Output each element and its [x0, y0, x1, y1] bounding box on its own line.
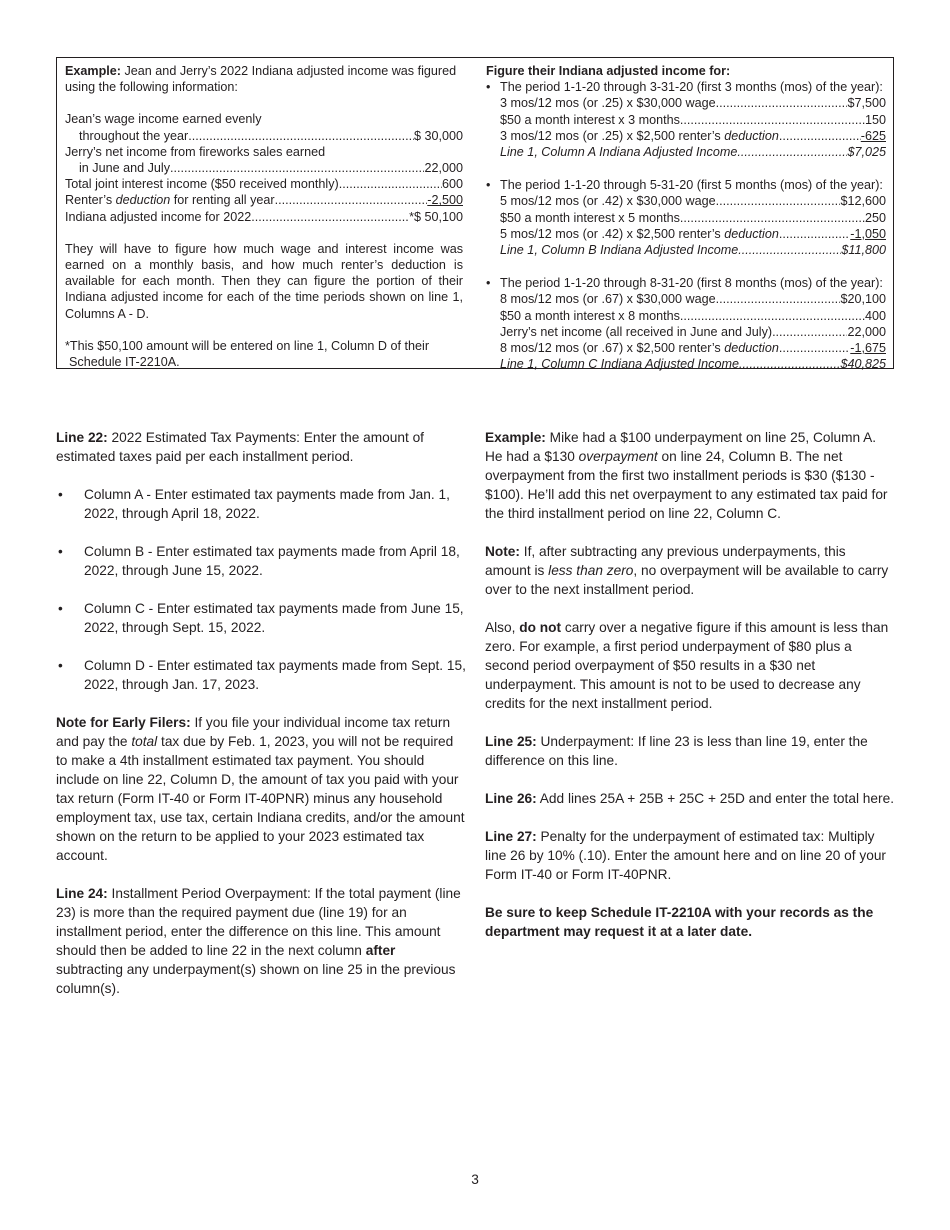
figure-heading: Figure their Indiana adjusted income for:	[486, 64, 731, 78]
early-filers-paragraph: Note for Early Filers: If you file your individual income tax return and pay the total tax due by Feb. 1, 2023, you will not be required to make a 4th installment estimated tax payment. You should include on line 22, Column D, the amount of tax you paid with your tax return (Form IT-40 or Form IT-40PNR) minus any household employment tax, use tax, certain Indiana credits, and/or the amount shown on the return to be applied to your 2023 estimated tax account.	[56, 715, 465, 863]
note-paragraph: Note: If, after subtracting any previous underpayments, this amount is less than zero, no overpayment will be available to carry over to the next installment period.	[485, 544, 889, 597]
bullet: •	[486, 276, 491, 291]
example-box	[56, 57, 894, 372]
total-row: Indiana adjusted income for 2022 ..... *$ 50,100	[65, 209, 463, 225]
instructions-right-column	[485, 428, 895, 960]
line24-paragraph: Line 24: Installment Period Overpayment: If the total payment (line 23) is more than the required payment due (line 19) for an installment period, enter the difference on this line. This amount should then be added to line 22 in the next column after subtracting any underpayment(s) shown on line 25 in the previous column(s).	[56, 886, 461, 996]
renter-row: Renter’s deduction for renting all year ..... -2,500	[65, 192, 463, 208]
mike-example-paragraph: Example: Mike had a $100 underpayment on line 25, Column A. He had a $130 overpayment on line 24, Column B. The net overpayment from the first two installment periods is $30 ($130 - $100). He’ll add this net overpayment to any estimated tax paid for the third installment period on line 22, Column C.	[485, 430, 888, 521]
also-paragraph: Also, do not carry over a negative figure if this amount is less than zero. For example, a first period underpayment of $80 plus a second period overpayment of $50 results in a $30 net underpayment. This amount is not to be used to decrease any credits for the next installment period.	[485, 620, 889, 711]
bullet: •	[58, 544, 63, 559]
wage-row: throughout the year ..... $ 30,000	[65, 128, 463, 144]
line25-paragraph: Line 25: Underpayment: If line 23 is less than line 19, enter the difference on this line.	[485, 734, 868, 768]
interest-row: Total joint interest income ($50 received monthly) ..... 600	[65, 176, 463, 192]
footnote-line2: Schedule IT-2210A.	[69, 355, 180, 370]
period-a: • The period 1-1-20 through 3-31-20 (first 3 months (mos) of the year): 3 mos/12 mos (or .25) x $30,000 wage ..... $7,500 $50 a month interest x 3 months ..... 150 3 mos/12 mos (or .25) x $2,500 renter’s deduction ..... -625 Line 1, Column A Indiana Adjusted Income ..... $7,025	[486, 79, 886, 160]
line27-paragraph: Line 27: Penalty for the underpayment of estimated tax: Multiply line 26 by 10% (.10). Enter the amount here and on line 20 of your Form IT-40 or Form IT-40PNR.	[485, 829, 886, 882]
keep-records-note: Be sure to keep Schedule IT-2210A with your records as the department may request it at a later date.	[485, 905, 874, 939]
fireworks-row: in June and July ..... 22,000	[65, 160, 463, 176]
instructions-left-column	[56, 428, 466, 1017]
wage-line1: Jean’s wage income earned evenly	[65, 112, 262, 127]
line26-paragraph: Line 26: Add lines 25A + 25B + 25C + 25D and enter the total here.	[485, 791, 895, 806]
period-c: • The period 1-1-20 through 8-31-20 (first 8 months (mos) of the year): 8 mos/12 mos (or .67) x $30,000 wage ..... $20,100 $50 a month interest x 8 months ..... 400 Jerry’s net income (all received in June and July) ..... 22,000 8 mos/12 mos (or .67) x $2,500 renter’s deduction ..... -1,675 Line 1, Column C Indiana Adjusted Income ..... $40,825	[486, 275, 886, 372]
example-intro: Example: Jean and Jerry’s 2022 Indiana adjusted income was figured using the following information:	[65, 64, 457, 95]
fireworks-line1: Jerry’s net income from fireworks sales earned	[65, 144, 326, 159]
bullet: •	[486, 178, 491, 193]
footnote-line1: *This $50,100 amount will be entered on line 1, Column D of their	[65, 338, 430, 353]
bullet: •	[58, 658, 63, 673]
bullet-column-a: • Column A - Enter estimated tax payments made from Jan. 1, 2022, through April 18, 2022.	[58, 487, 450, 521]
bullet: •	[486, 80, 491, 95]
example-explanation: They will have to figure how much wage and interest income was earned on a monthly basis, and how much renter’s deduction is available for each month. Then they can figure the portion of their Indiana adjusted income for each of the time periods shown on line 1, Columns A - D.	[65, 241, 463, 321]
page-number: 3	[471, 1172, 479, 1187]
bullet: •	[58, 601, 63, 616]
bullet-column-c: • Column C - Enter estimated tax payments made from June 15, 2022, through Sept. 15, 2022.	[58, 601, 464, 635]
bullet-column-b: • Column B - Enter estimated tax payments made from April 18, 2022, through June 15, 2022.	[58, 544, 460, 578]
example-box-left	[65, 63, 463, 370]
period-b: • The period 1-1-20 through 5-31-20 (first 5 months (mos) of the year): 5 mos/12 mos (or .42) x $30,000 wage ..... $12,600 $50 a month interest x 5 months ..... 250 5 mos/12 mos (or .42) x $2,500 renter’s deduction ..... -1,050 Line 1, Column B Indiana Adjusted Income ..... $11,800	[486, 177, 886, 258]
bullet-column-d: • Column D - Enter estimated tax payments made from Sept. 15, 2022, through Jan. 17, 2023.	[58, 658, 466, 692]
example-box-right	[486, 63, 886, 372]
bullet: •	[58, 487, 63, 502]
line22-paragraph: Line 22: 2022 Estimated Tax Payments: Enter the amount of estimated taxes paid per each installment period.	[56, 430, 424, 464]
